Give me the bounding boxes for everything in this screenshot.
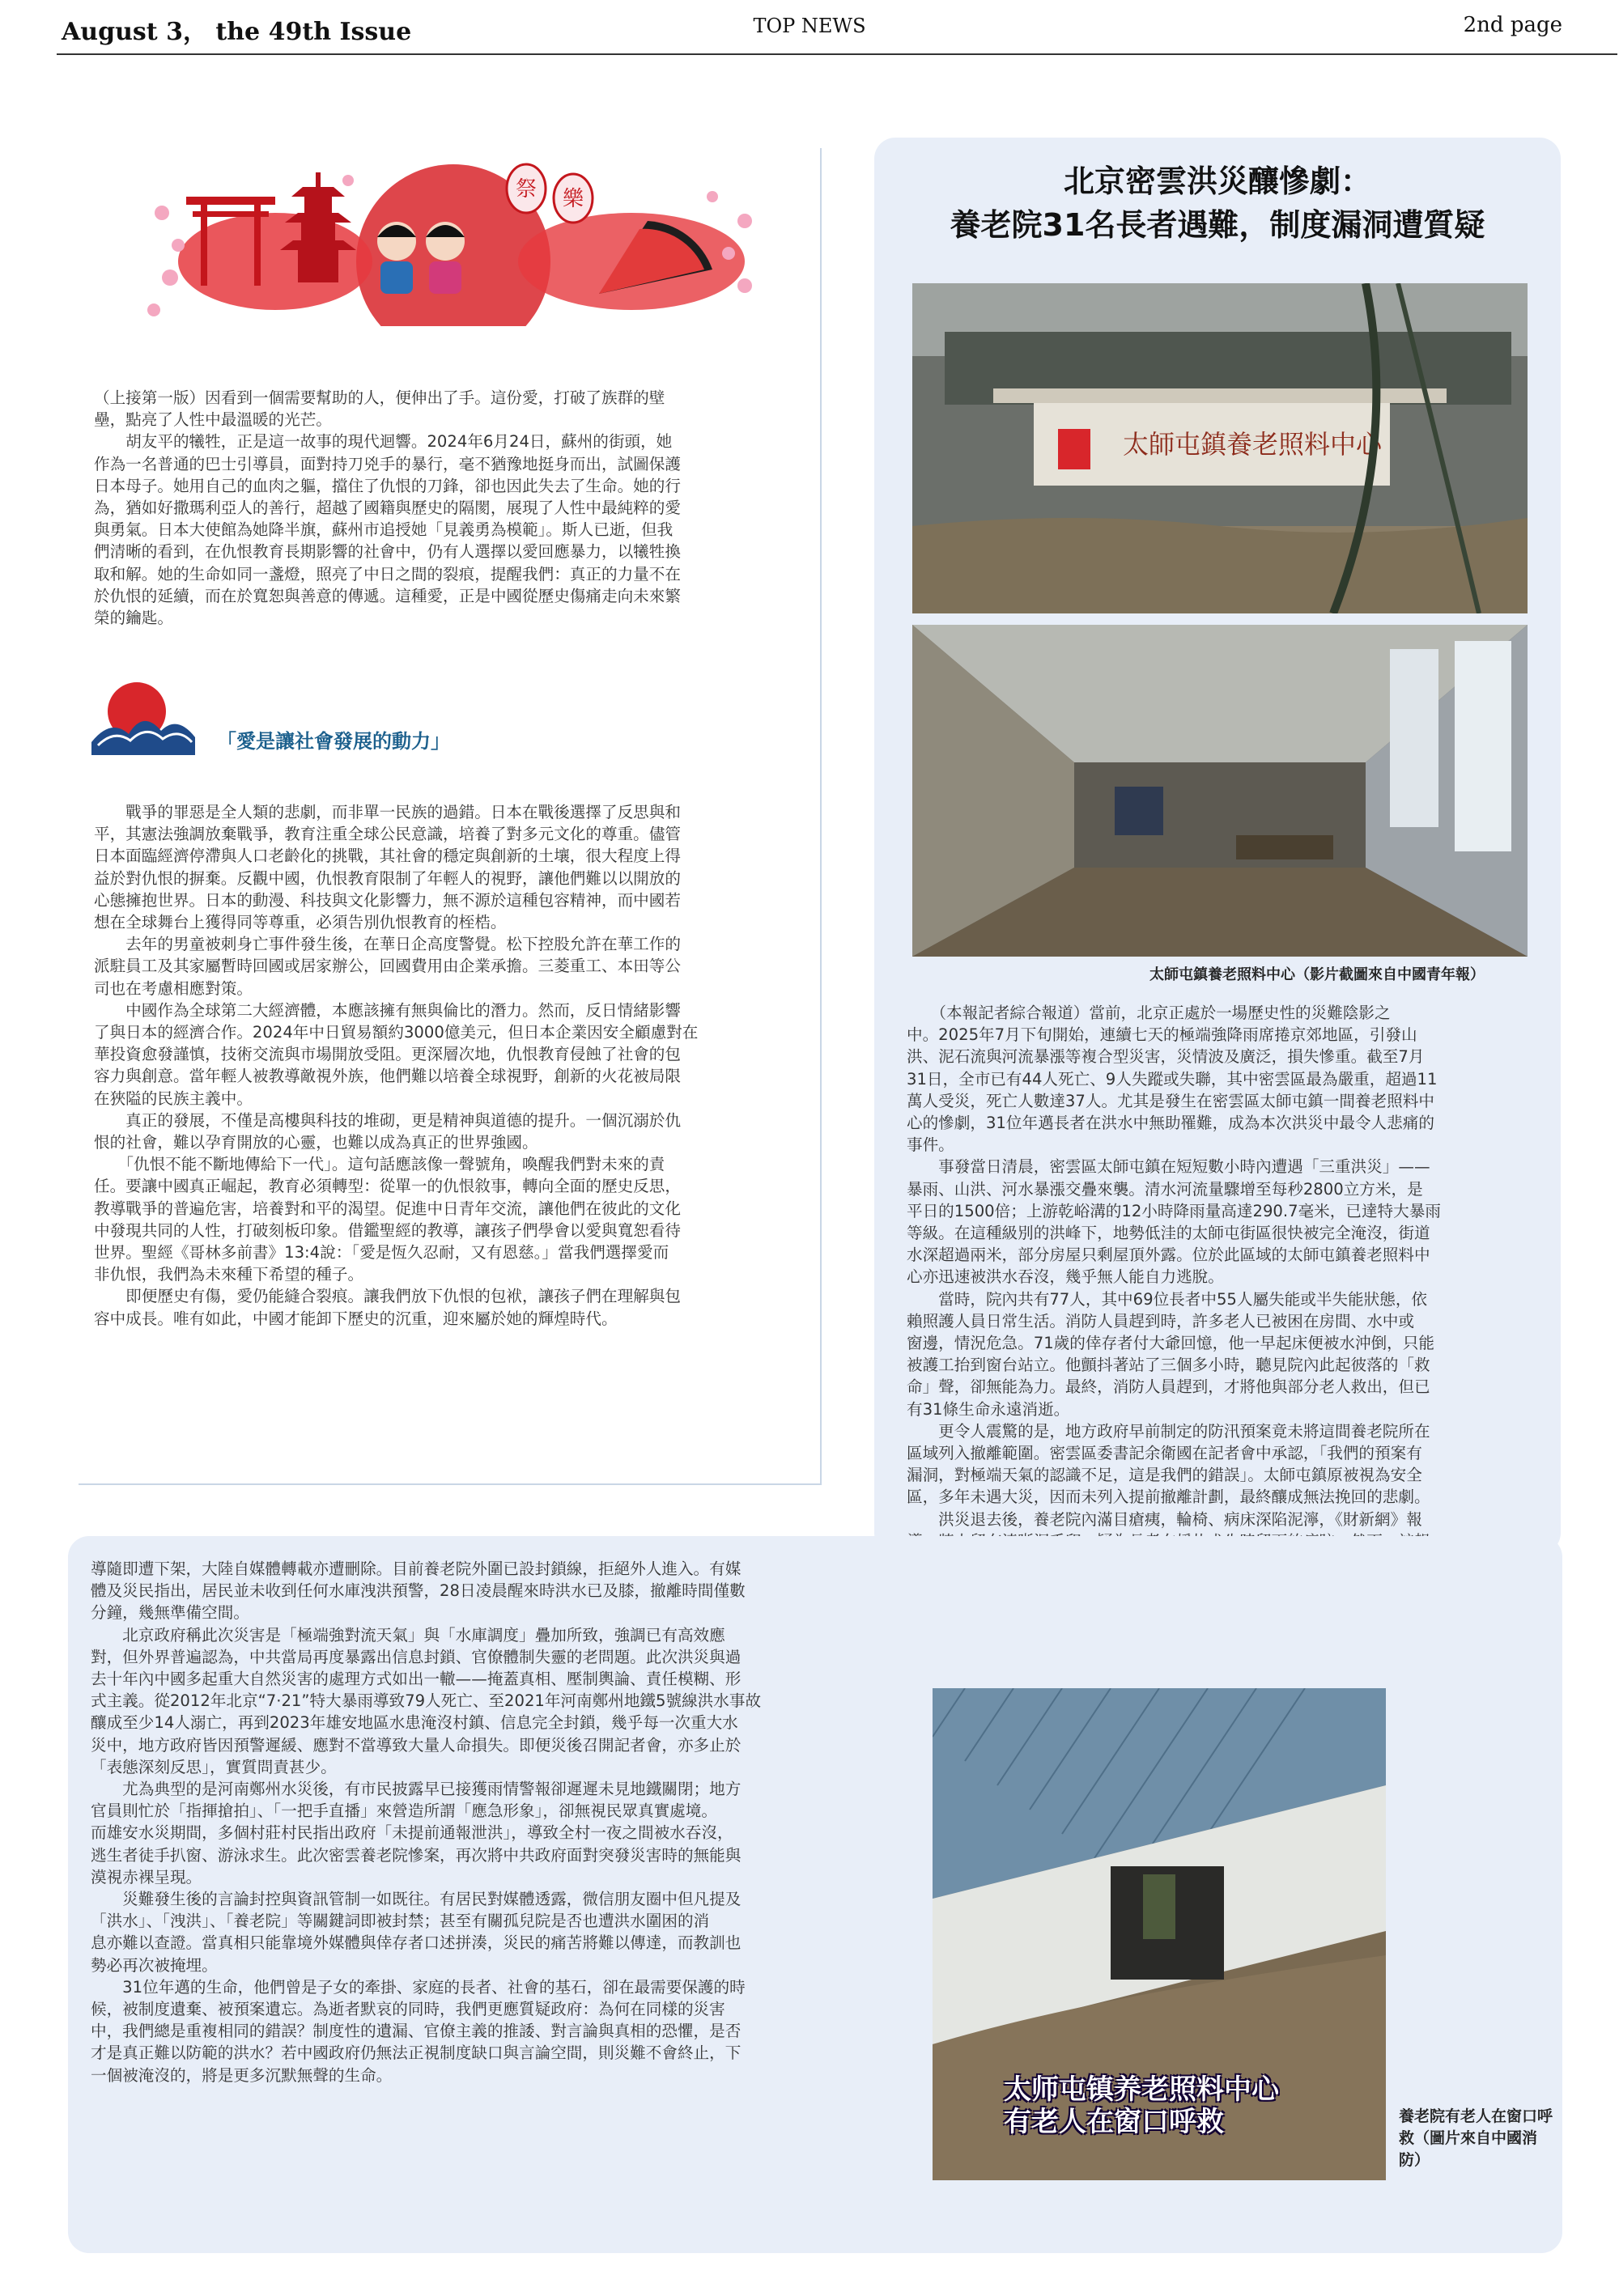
lantern-char-1: 祭 xyxy=(515,177,538,202)
lantern-char-2: 樂 xyxy=(562,187,584,211)
header-rule xyxy=(57,53,1617,55)
sign-text: 太師屯鎮養老照料中心 xyxy=(1122,429,1383,460)
article-title-line1: 北京密雲洪災釀慘劇： xyxy=(1063,163,1371,199)
bottom-article-text: 導隨即遭下架，大陸自媒體轉載亦遭刪除。目前養老院外圍已設封鎖線，拒絕外人進入。有媒 體及災民指出，居民並未收到任何水庫洩洪預警，28日凌晨醒來時洪水已及膝，撤離時間僅數 分鐘，幾無準備空間。 北京政府稱此次災害是「極端強對流天氣」與「水庫調度」疊加所致，強調已有高效應 對，但外界普遍認為，中共當局再度暴露出信息封鎖、官僚體制失靈的老問題。此次洪災與過 去十年內中國多起重大自然災害的處理方式如出一轍——掩蓋真相、壓制輿論、責任模糊、形 式主義。從2012年北京“7·21”特大暴雨導致79人死亡、至2021年河南鄭州地鐵5號線洪水事故 釀成至少14人溺亡，再到2023年雄安地區水患淹沒村鎮、信息完全封鎖，幾乎每一次重大水 災中，地方政府皆因預警遲緩、應對不當導致大量人命損失。即便災後召開記者會，亦多止於 「表態深刻反思」，實質問責甚少。 尤為典型的是河南鄭州水災後，有市民披露早已接獲雨情警報卻遲遲未見地鐵關閉；地方 官員則忙於「指揮搶拍」、「一把手直播」來營造所謂「應急形象」，卻無視民眾真實處境。 而雄安水災期間，多個村莊村民指出政府「未提前通報泄洪」，導致全村一夜之間被水吞沒， 逃生者徒手扒窗、游泳求生。此次密雲養老院慘案，再次將中共政府面對突發災害時的無能與 漠視赤裸呈現。 災難發生後的言論封控與資訊管制一如既往。有居民對媒體透露，微信朋友圈中但凡提及 「洪水」、「洩洪」、「養老院」等關鍵詞即被封禁；甚至有關孤兒院是否也遭洪水圍困的消 息亦難以查證。當真相只能靠境外媒體與倖存者口述拼湊，災民的痛苦將難以傳達，而教訓也 勢必再次被掩埋。 31位年邁的生命，他們曾是子女的牽掛、家庭的長者、社會的基石，卻在最需要保護的時 候，被制度遺棄、被預案遺忘。為逝者默哀的同時，我們更應質疑政府：為何在同樣的災害 中，我們總是重複相同的錯誤？制度性的遺漏、官僚主義的推諉、對言論與真相的恐懼，是否 才是真正難以防範的洪水？若中國政府仍無法正視制度缺口與言論空間，則災難不會終止，下 一個被淹沒的，將是更多沉默無聲的生命。 xyxy=(91,1560,762,2085)
right-article-text: （本報記者綜合報道）當前，北京正處於一場歷史性的災難陰影之 中。2025年7月下旬開始，連續七天的極端強降雨席捲京郊地區，引發山 洪、泥石流與河流暴漲等複合型災害，災情波及廣泛，損失慘重。截至7月 31日，全市已有44人死亡、9人失蹤或失聯，其中密雲區最為嚴重，超過11 萬人受災，死亡人數達37人。尤其是發生在密雲區太師屯鎮一間養老照料中 心的慘劇，31位年邁長者在洪水中無助罹難，成為本次洪災中最令人悲痛的 事件。 事發當日清晨，密雲區太師屯鎮在短短數小時內遭遇「三重洪災」—— 暴雨、山洪、河水暴漲交疊來襲。清水河流量驟增至每秒2800立方米，是 平日的1500倍；上游乾峪溝的12小時降雨量高達290.7毫米，已達特大暴雨 等級。在這種級別的洪峰下，地勢低洼的太師屯街區很快被完全淹沒，街道 水深超過兩米，部分房屋只剩屋頂外露。位於此區域的太師屯鎮養老照料中 心亦迅速被洪水吞沒，幾乎無人能自力逃脫。 當時，院內共有77人，其中69位長者中55人屬失能或半失能狀態，依 賴照護人員日常生活。消防人員趕到時，許多老人已被困在房間、水中或 窗邊，情況危急。71歲的倖存者付大爺回憶，他一早起床便被水沖倒，只能 被護工抬到窗台站立。他顫抖著站了三個多小時，聽見院內此起彼落的「救 命」聲，卻無能為力。最終，消防人員趕到，才將他與部分老人救出，但已 有31條生命永遠消逝。 更令人震驚的是，地方政府早前制定的防汛預案竟未將這間養老院所在 區域列入撤離範圍。密雲區委書記余衛國在記者會中承認，「我們的預案有 漏洞，對極端天氣的認識不足，這是我們的錯誤」。太師屯鎮原被視為安全 區，多年未遇大災，因而未列入提前撤離計劃，最終釀成無法挽回的悲劇。 洪災退去後，養老院內滿目瘡痍，輪椅、病床深陷泥濘，《財新網》報 xyxy=(907,1004,1441,1529)
left-article-part1: （上接第一版）因看到一個需要幫助的人，便伸出了手。這份愛，打破了族群的壁 壘，點亮了人性中最溫暖的光芒。 胡友平的犧牲，正是這一故事的現代迴響。2024年6月24日，蘇州的街頭，她 作為一名普通的巴士引導員，面對持刀兇手的暴行，毫不猶豫地挺身而出，試圖保護 日本母子。她用自己的血肉之軀，擋住了仇恨的刀鋒，卻也因此失去了生命。她的行 為，猶如好撒瑪利亞人的善行，超越了國籍與歷史的隔閡，展現了人性中最純粹的愛 與勇氣。日本大使館為她降半旗，蘇州市追授她「見義勇為模範」。斯人已逝，但我 們清晰的看到，在仇恨教育長期影響的社會中，仍有人選擇以愛回應暴力，以犧牲換 取和解。她的生命如同一盞燈，照亮了中日之間的裂痕，提醒我們：真正的力量不在 於仇恨的延續，而在於寬恕與善意的傳遞。這種愛，正是中國從歷史傷痛走向未來繁 榮的鑰匙。 xyxy=(94,388,681,628)
left-article-part2: 戰爭的罪惡是全人類的悲劇，而非單一民族的過錯。日本在戰後選擇了反思與和 平，其憲法強調放棄戰爭，教育注重全球公民意識，培養了對多元文化的尊重。儘管 日本面臨經濟停滯與人口老齡化的挑戰，其社會的穩定與創新的土壤，很大程度上得 益於對仇恨的摒棄。反觀中國，仇恨教育限制了年輕人的視野，讓他們難以以開放的 心態擁抱世界。日本的動漫、科技與文化影響力，無不源於這種包容精神，而中國若 想在全球舞台上獲得同等尊重，必須告別仇恨教育的桎梏。 去年的男童被刺身亡事件發生後，在華日企高度警覺。松下控股允許在華工作的 派駐員工及其家屬暫時回國或居家辦公，回國費用由企業承擔。三菱重工、本田等公 司也在考慮相應對策。 中國作為全球第二大經濟體，本應該擁有無與倫比的潛力。然而，反日情緒影響 了與日本的經濟合作。2024年中日貿易額約3000億美元，但日本企業因安全顧慮對在 華投資愈發謹慎，技術交流與市場開放受阻。更深層次地，仇恨教育侵蝕了社會的包 容力與創意。當年輕人被教導敵視外族，他們難以培養全球視野，創新的火花被局限 在狹隘的民族主義中。 真正的發展，不僅是高樓與科技的堆砌，更是精神與道德的提升。一個沉溺於仇 恨的社會，難以孕育開放的心靈，也難以成為真正的世界強國。 「仇恨不能不斷地傳給下一代」。這句話應該像一聲號角，喚醒我們對未來的責 任。要讓中國真正崛起，教育必須轉型：從單一的仇恨敘事，轉向全面的歷史反思， 教導戰爭的普遍危害，培養對和平的渴望。促進中日青年交流，讓他們在彼此的文化 中發現共同的人性，打破刻板印象。借鑑聖經的教導，讓孩子們學會以愛與寬恕看待 世界。聖經《哥林多前書》13:4說：「愛是恆久忍耐，又有恩慈。」當我們選擇愛而 非仇恨，我們為未來種下希望的種子。 即便歷史有傷，愛仍能縫合裂痕。讓我們放下仇恨的包袱，讓孩子們在理解與包 容中成長。唯有如此，中國才能卸下歷史的沉重，迎來屬於她的輝煌時代。 xyxy=(94,803,699,1328)
nursing-home-sign-photo xyxy=(912,283,1528,613)
issue-date: August 3， the 49th Issue xyxy=(62,18,412,46)
damaged-corridor-photo xyxy=(912,625,1528,957)
page-number: 2nd page xyxy=(1463,13,1562,37)
photo3-overlay-caption xyxy=(1004,2073,1344,2138)
article-title-line2: 養老院31名長者遇難，制度漏洞遭質疑 xyxy=(950,207,1485,243)
overlay-line2: 有老人在窗口呼救 xyxy=(1004,2106,1224,2138)
photo1-caption: 太師屯鎮養老照料中心（影片截圖來自中國青年報） xyxy=(1149,966,1485,983)
section-name: TOP NEWS xyxy=(753,15,866,37)
overlay-line1: 太师屯镇养老照料中心 xyxy=(1004,2073,1279,2106)
photo3-caption: 養老院有老人在窗口呼救（圖片來自中國消防） xyxy=(1399,2107,1553,2169)
page-header xyxy=(0,0,1619,57)
japanese-festival-banner xyxy=(146,148,761,326)
section-heading: 「愛是讓社會發展的動力」 xyxy=(217,730,450,753)
wave-sun-icon xyxy=(87,677,200,755)
